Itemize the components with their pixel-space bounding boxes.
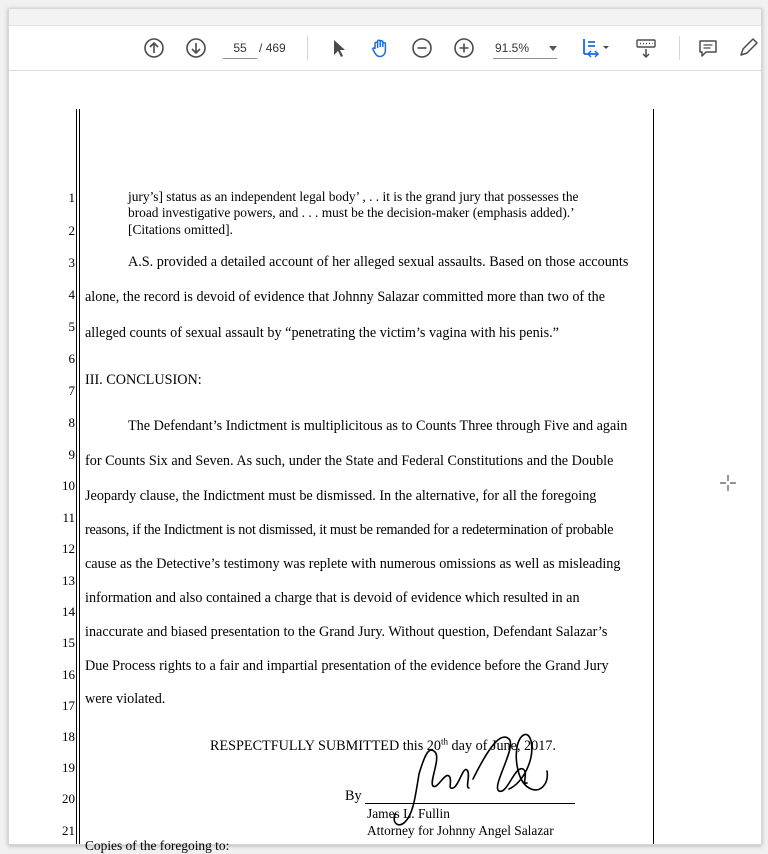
body-line: alone, the record is devoid of evidence that Johnny Salazar committed more than two of the: [85, 289, 606, 305]
line-number: 3: [68, 255, 75, 270]
line-number: 18: [62, 729, 75, 744]
line-number: 1: [68, 190, 75, 205]
select-tool-button[interactable]: [327, 37, 349, 59]
page-separator: /: [259, 41, 263, 55]
cursor-arrow-icon: [327, 37, 349, 59]
line-number: 16: [62, 667, 75, 682]
quote-line: broad investigative powers, and . . . must be the decision-maker (emphasis added).’: [128, 205, 575, 220]
by-label: By: [345, 788, 362, 804]
pdf-toolbar: [9, 26, 761, 71]
next-page-button[interactable]: [185, 37, 207, 59]
keyboard-down-icon: [635, 37, 657, 59]
comment-icon: [697, 37, 719, 59]
body-line: cause as the Detective’s testimony was replete with numerous omissions as well as misleading: [85, 556, 621, 572]
zoom-in-button[interactable]: [453, 37, 475, 59]
toolbar-separator: [679, 36, 680, 60]
signer-name: James L. Fullin: [367, 806, 450, 821]
line-number: 11: [62, 510, 75, 525]
page-fit-button[interactable]: [581, 37, 611, 59]
page-total: [259, 38, 286, 58]
body-line: inaccurate and biased presentation to the Grand Jury. Without question, Defendant Salazar’s: [85, 624, 608, 640]
pdf-viewer-window: [8, 8, 762, 853]
zoom-out-button[interactable]: [411, 37, 433, 59]
submitted-date: day of June, 2017.: [448, 738, 556, 754]
body-line: The Defendant’s Indictment is multiplicitous as to Counts Three through Five and again: [128, 418, 628, 434]
body-line: Jeopardy clause, the Indictment must be dismissed. In the alternative, for all the foregoing: [85, 488, 597, 504]
left-margin-rule: [76, 109, 77, 844]
line-number: 13: [62, 573, 75, 588]
chevron-down-icon: [549, 46, 557, 51]
line-number: 8: [68, 415, 75, 430]
hand-tool-button[interactable]: [369, 37, 391, 59]
minus-circle-icon: [411, 37, 433, 59]
line-number: 20: [62, 791, 75, 806]
total-pages: 469: [265, 41, 286, 55]
body-line: alleged counts of sexual assault by “penetrating the victim’s vagina with his penis.”: [85, 325, 559, 341]
arrow-down-circle-icon: [185, 37, 207, 59]
line-number: 2: [68, 223, 75, 238]
line-number: 10: [62, 478, 75, 493]
handwritten-signature: [389, 719, 559, 839]
section-heading: III. CONCLUSION:: [85, 372, 202, 388]
line-number: 4: [68, 287, 75, 302]
body-line: reasons, if the Indictment is not dismissed, it must be remanded for a redetermination of probable: [85, 522, 614, 538]
scroll-mode-button[interactable]: [635, 37, 657, 59]
line-number: 7: [68, 383, 75, 398]
line-number: 9: [68, 447, 75, 462]
crosshair-cursor-icon: [719, 474, 737, 492]
pen-icon: [737, 37, 759, 59]
line-number: 21: [62, 823, 75, 838]
ordinal-suffix: th: [440, 736, 448, 747]
line-number: 17: [62, 698, 75, 713]
window-top-strip: [9, 9, 761, 26]
body-line: information and also contained a charge that is devoid of evidence which resulted in an: [85, 590, 580, 606]
zoom-value: 91.5%: [495, 41, 530, 55]
copies-line: Copies of the foregoing to:: [85, 838, 230, 853]
page-number-input[interactable]: 55: [223, 38, 257, 59]
toolbar-separator: [307, 36, 308, 60]
quote-line: [Citations omitted].: [128, 222, 233, 237]
signer-title: Attorney for Johnny Angel Salazar: [367, 823, 554, 838]
hand-icon: [369, 37, 391, 59]
arrow-up-circle-icon: [143, 37, 165, 59]
previous-page-button[interactable]: [143, 37, 165, 59]
body-line: A.S. provided a detailed account of her alleged sexual assaults. Based on those accounts: [128, 254, 629, 270]
line-number: 12: [62, 541, 75, 556]
quote-line: jury’s] status as an independent legal body’ , . . it is the grand jury that possesses the: [128, 189, 579, 204]
submitted-text: RESPECTFULLY SUBMITTED this 20: [210, 738, 441, 754]
plus-circle-icon: [453, 37, 475, 59]
fit-page-icon: [581, 37, 611, 59]
zoom-select[interactable]: [493, 38, 557, 59]
line-number: 6: [68, 351, 75, 366]
line-number: 5: [68, 319, 75, 334]
body-line: for Counts Six and Seven. As such, under the State and Federal Constitutions and the Double: [85, 453, 614, 469]
line-number: 19: [62, 760, 75, 775]
body-line: Due Process rights to a fair and impartial presentation of the evidence before the Grand Jury: [85, 658, 609, 674]
right-margin-rule: [653, 109, 654, 844]
line-number: 14: [62, 604, 75, 619]
highlight-button[interactable]: [737, 37, 759, 59]
body-line: were violated.: [85, 691, 166, 707]
left-margin-rule-inner: [79, 109, 80, 844]
pdf-page: [9, 71, 761, 853]
line-number: 15: [62, 635, 75, 650]
comment-button[interactable]: [697, 37, 719, 59]
